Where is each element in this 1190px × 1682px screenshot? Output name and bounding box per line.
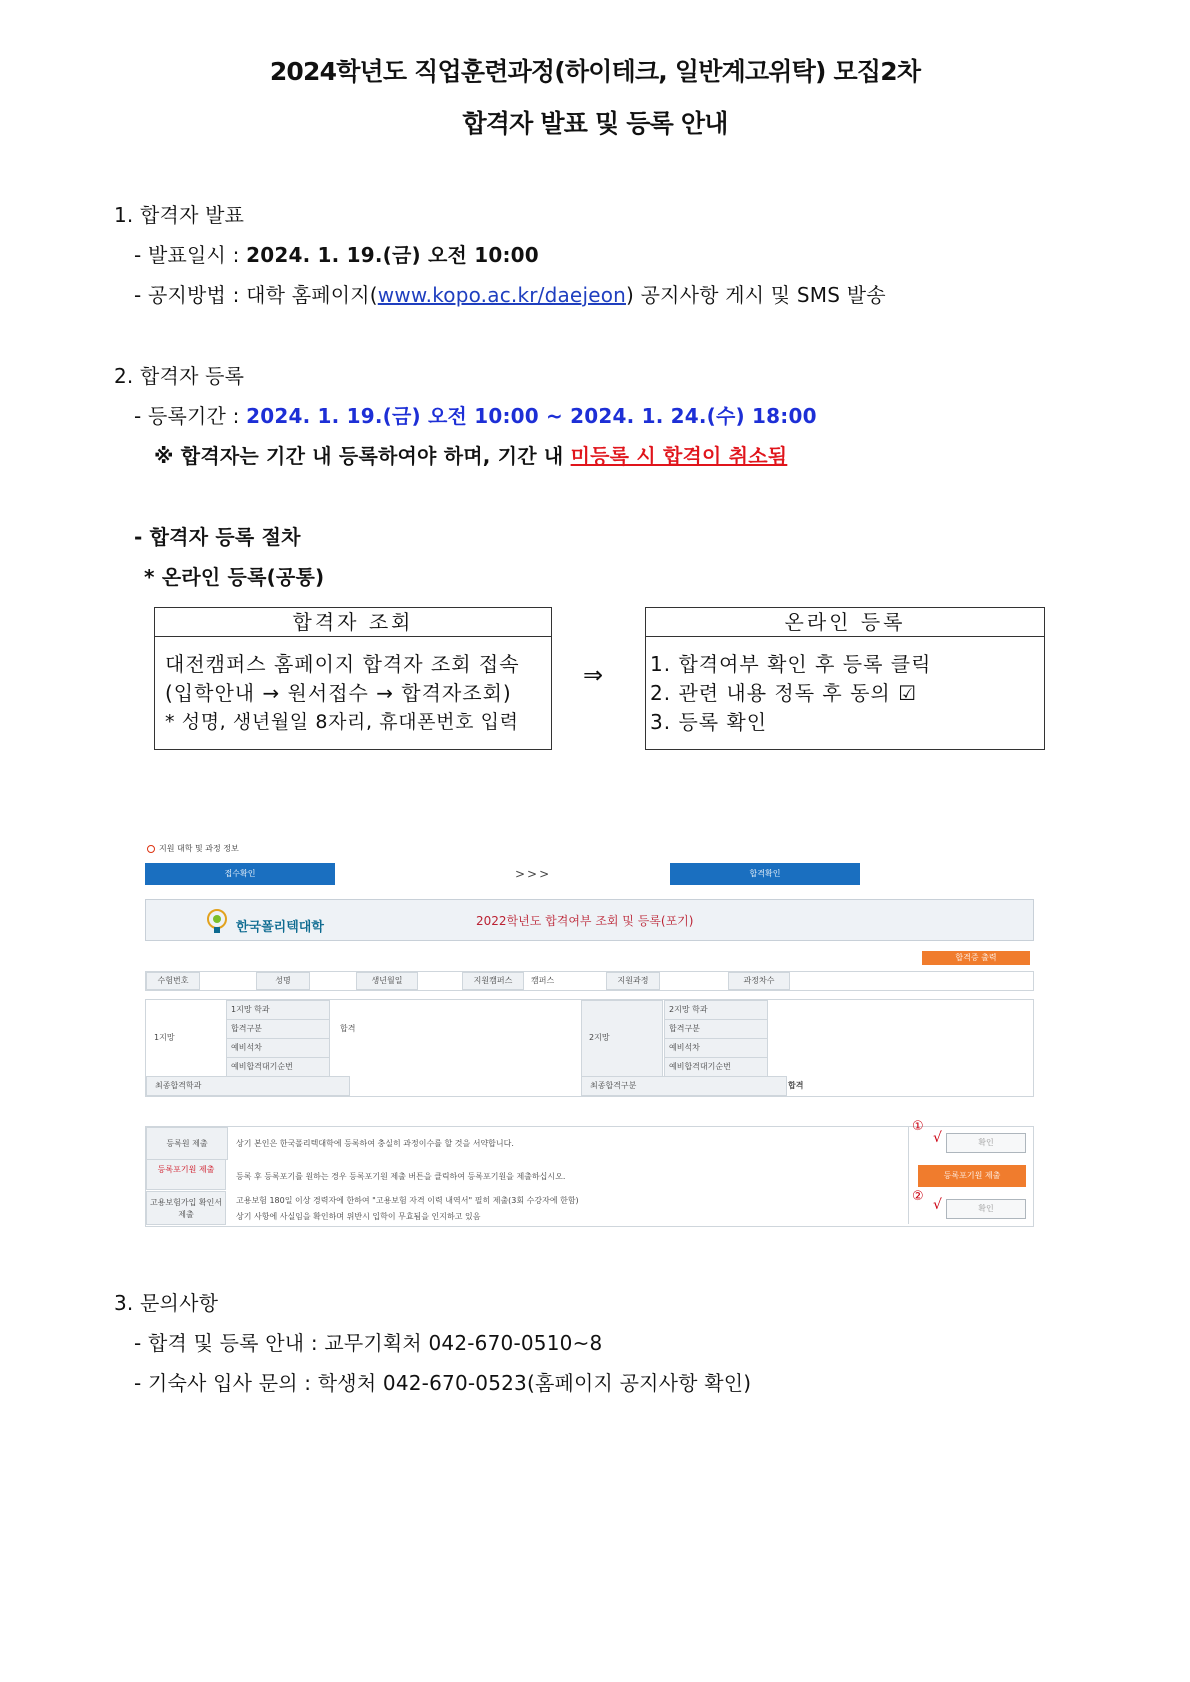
section2-heading: 2. 합격자 등록 — [114, 364, 245, 388]
lookup-step-line: 대전캠퍼스 홈페이지 합격자 조회 접속 — [165, 652, 520, 676]
choice2-row-label: 합격구분 — [664, 1019, 768, 1039]
confirm-registration-button[interactable]: 확인 — [946, 1133, 1026, 1153]
waiver-submit-button[interactable]: 등록포기원 제출 — [918, 1165, 1026, 1187]
info-label: 생년월일 — [356, 972, 418, 990]
announce-method-line — [134, 279, 886, 308]
online-step-line: 3. 등록 확인 — [650, 710, 768, 734]
contact-registration: - 합격 및 등록 안내 : 교무기획처 042-670-0510~8 — [134, 1331, 603, 1355]
step-arrows: >>> — [515, 867, 552, 881]
announce-date-line — [134, 239, 539, 268]
confirm-insurance-button[interactable]: 확인 — [946, 1199, 1026, 1219]
step-number-2: ② — [912, 1189, 924, 1204]
first-choice-label: 1지망 — [154, 1033, 175, 1042]
choice1-row-label: 1지망 학과 — [226, 1000, 330, 1020]
lookup-box-header: 합격자 조회 — [155, 608, 551, 637]
online-box-header: 온라인 등록 — [646, 608, 1044, 637]
result-page-title: 2022학년도 합격여부 조회 및 등록(포기) — [476, 914, 694, 928]
section3-heading: 3. 문의사항 — [114, 1291, 219, 1315]
insurance-text1: 고용보험 180일 이상 경력자에 한하여 "고용보험 자격 이력 내역서" 필히 제출(3회 수강자에 한함) — [236, 1196, 579, 1205]
registration-screenshot — [145, 843, 1034, 1227]
choice1-row-label: 예비석차 — [226, 1038, 330, 1058]
announce-date-label: - 발표일시 : — [134, 243, 247, 267]
lookup-box — [154, 607, 552, 750]
registration-period-line — [134, 400, 817, 429]
bullet-icon — [147, 845, 155, 853]
online-step-line: 1. 합격여부 확인 후 등록 클릭 — [650, 652, 932, 676]
info-label: 과정차수 — [728, 972, 790, 990]
step-result-bar: 합격확인 — [670, 863, 860, 885]
choice1-result: 합격 — [340, 1024, 356, 1033]
insurance-label: 고용보험가입 확인서 제출 — [146, 1191, 226, 1225]
university-name: 한국폴리텍대학 — [236, 920, 324, 935]
registration-period-label: - 등록기간 : — [134, 404, 247, 428]
final-type-value: 합격 — [788, 1081, 804, 1090]
announce-method-label: - 공지방법 : 대학 홈페이지( — [134, 283, 378, 307]
notice-warning: 미등록 시 합격이 취소됨 — [570, 444, 788, 468]
choice2-row-label: 예비석차 — [664, 1038, 768, 1058]
lookup-step-line: * 성명, 생년월일 8자리, 휴대폰번호 입력 — [165, 711, 519, 733]
check-icon: √ — [933, 1197, 942, 1213]
registration-actions-table — [145, 1119, 1034, 1227]
procedure-heading: - 합격자 등록 절차 — [134, 525, 301, 549]
info-value: 캠퍼스 — [531, 976, 555, 985]
contact-dormitory: - 기숙사 입사 문의 : 학생처 042-670-0523(홈페이지 공지사항 확인) — [134, 1371, 752, 1395]
announce-method-rest: ) 공지사항 게시 및 SMS 발송 — [626, 283, 886, 307]
reg-submit-text: 상기 본인은 한국폴리텍대학에 등록하여 충실히 과정이수를 할 것을 서약합니다. — [236, 1139, 514, 1148]
final-type-label: 최종합격구분 — [581, 1076, 787, 1096]
actions-divider — [908, 1127, 909, 1224]
section1-heading: 1. 합격자 발표 — [114, 203, 245, 227]
online-registration-heading: * 온라인 등록(공통) — [144, 565, 325, 589]
applicant-info-row — [145, 971, 1034, 991]
choice1-row-label: 합격구분 — [226, 1019, 330, 1039]
final-dept-label: 최종합격학과 — [146, 1076, 350, 1096]
lookup-step-line: (입학안내 → 원서접수 → 합격자조회) — [165, 681, 512, 705]
step-receipt-bar: 접수확인 — [145, 863, 335, 885]
choice1-row-label: 예비합격대기순번 — [226, 1057, 330, 1077]
second-choice-label: 2지망 — [589, 1033, 610, 1042]
online-step-line: 2. 관련 내용 정독 후 동의 ☑ — [650, 681, 918, 705]
document-subtitle: 합격자 발표 및 등록 안내 — [462, 109, 728, 138]
choice2-row-label: 예비합격대기순번 — [664, 1057, 768, 1077]
university-logo-icon — [202, 905, 232, 935]
announce-date-value: 2024. 1. 19.(금) 오전 10:00 — [246, 243, 539, 267]
document-title: 2024학년도 직업훈련과정(하이테크, 일반계고위탁) 모집2차 — [269, 57, 921, 86]
arrow-icon: ⇒ — [583, 661, 604, 689]
registration-period-value: 2024. 1. 19.(금) 오전 10:00 ~ 2024. 1. 24.(수) 18:00 — [246, 404, 817, 428]
screenshot-note: 지원 대학 및 과정 정보 — [147, 843, 239, 854]
info-label: 지원캠퍼스 — [462, 972, 524, 990]
info-label: 지원과정 — [606, 972, 660, 990]
check-icon: √ — [933, 1130, 942, 1146]
choice2-row-label: 2지망 학과 — [664, 1000, 768, 1020]
homepage-link[interactable]: www.kopo.ac.kr/daejeon — [377, 283, 627, 307]
print-certificate-button[interactable]: 합격증 출력 — [922, 951, 1030, 965]
university-banner — [145, 899, 1034, 941]
notice-prefix: ※ 합격자는 기간 내 등록하여야 하며, 기간 내 — [154, 444, 571, 468]
choice-result-table — [145, 999, 1034, 1097]
insurance-text2: 상기 사항에 사실임을 확인하며 위반시 입학이 무효됨을 인지하고 있음 — [236, 1212, 481, 1221]
online-box-body — [650, 650, 931, 737]
lookup-box-body — [165, 650, 520, 737]
info-label: 수험번호 — [146, 972, 200, 990]
step-number-1: ① — [912, 1119, 924, 1134]
registration-notice — [154, 440, 787, 469]
waiver-text: 등록 후 등록포기를 원하는 경우 등록포기원 제출 버튼을 클릭하여 등록포기원을 제출하십시오. — [236, 1172, 566, 1181]
online-registration-box — [645, 607, 1045, 750]
waiver-label: 등록포기원 제출 — [146, 1159, 226, 1190]
info-label: 성명 — [256, 972, 310, 990]
reg-submit-label: 등록원 제출 — [146, 1127, 228, 1160]
